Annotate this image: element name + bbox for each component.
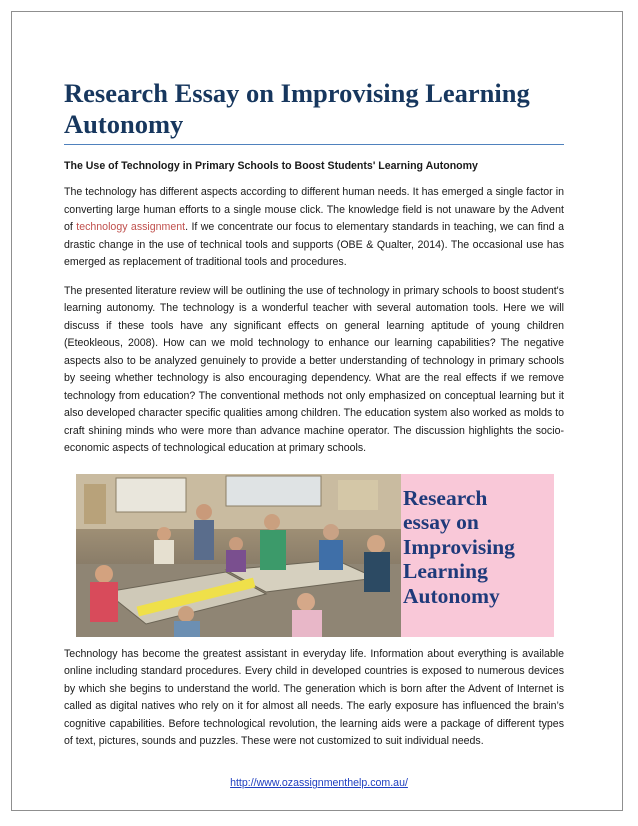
paragraph-3: Technology has become the greatest assistant in everyday life. Information about everything is available online including standard procedures. Every child in developed countries is exposed to numerous devices by which she begins to understand the world. The generation which is born after the Advent of Internet is called as digital natives who rely on it for almost all needs. The early exposure has influenced the brain’s cognitive capabilities. Before technological revolution, the learning aids were a package of different types of text, pictures, sounds and puzzles. These were not customized to suit individual needs. [64, 647, 564, 747]
banner-line: Autonomy [403, 583, 500, 608]
paragraph-1 [64, 184, 564, 272]
classroom-photo [76, 474, 401, 637]
banner-title [403, 486, 554, 609]
essay-title-banner [401, 474, 554, 637]
paragraph-2: The presented literature review will be outlining the use of technology in primary schools to boost student's learning autonomy. The technology is a wonderful teacher with several automation tools. Here we will discuss if these tools have any significant effects on general learning aptitude of young children (Eteokleous, 2008). How can we mold technology to enhance our learning capabilities? The negative aspects also to be analyzed genuinely to provide a better understanding of technology in primary schools by seeing whether technology is also encouraging dependency. What are the real effects if we remove technology from education? The conventional methods not only emphasized on conceptual learning but it also developed character specific qualities among children. The education system also worked as molds to craft shining minds who were more than advance machine operator. The discussion highlights the socio-economic aspects of technological education at primary schools. [64, 284, 564, 454]
document-title: Research Essay on Improvising Learning Autonomy [64, 78, 564, 145]
essay-figure [76, 474, 554, 637]
footer-link[interactable]: http://www.ozassignmenthelp.com.au/ [230, 777, 408, 789]
banner-line: essay on [403, 510, 479, 534]
banner-line: Improvising [403, 534, 515, 559]
document-subtitle: The Use of Technology in Primary Schools to Boost Students' Learning Autonomy [64, 160, 478, 172]
classroom-scene-illustration [76, 474, 401, 637]
technology-assignment-link[interactable]: technology assignment [76, 221, 186, 233]
document-body [64, 78, 564, 751]
banner-line: Research [403, 485, 488, 510]
paragraph-1-start: The technology has different aspects according to different human needs. It has emerged a single factor in converting large human efforts to a single mouse click. The knowledge field is not unaware by the Advent of [64, 186, 564, 233]
paragraph-1-end: . If we concentrate our focus to elementary standards in teaching, we can find a drastic change in the use of technical tools and supports (OBE & Qualter, 2014). The occasional use has emerged as replacement of traditional tools and procedures. [64, 221, 565, 268]
banner-line: Learning [403, 559, 488, 583]
